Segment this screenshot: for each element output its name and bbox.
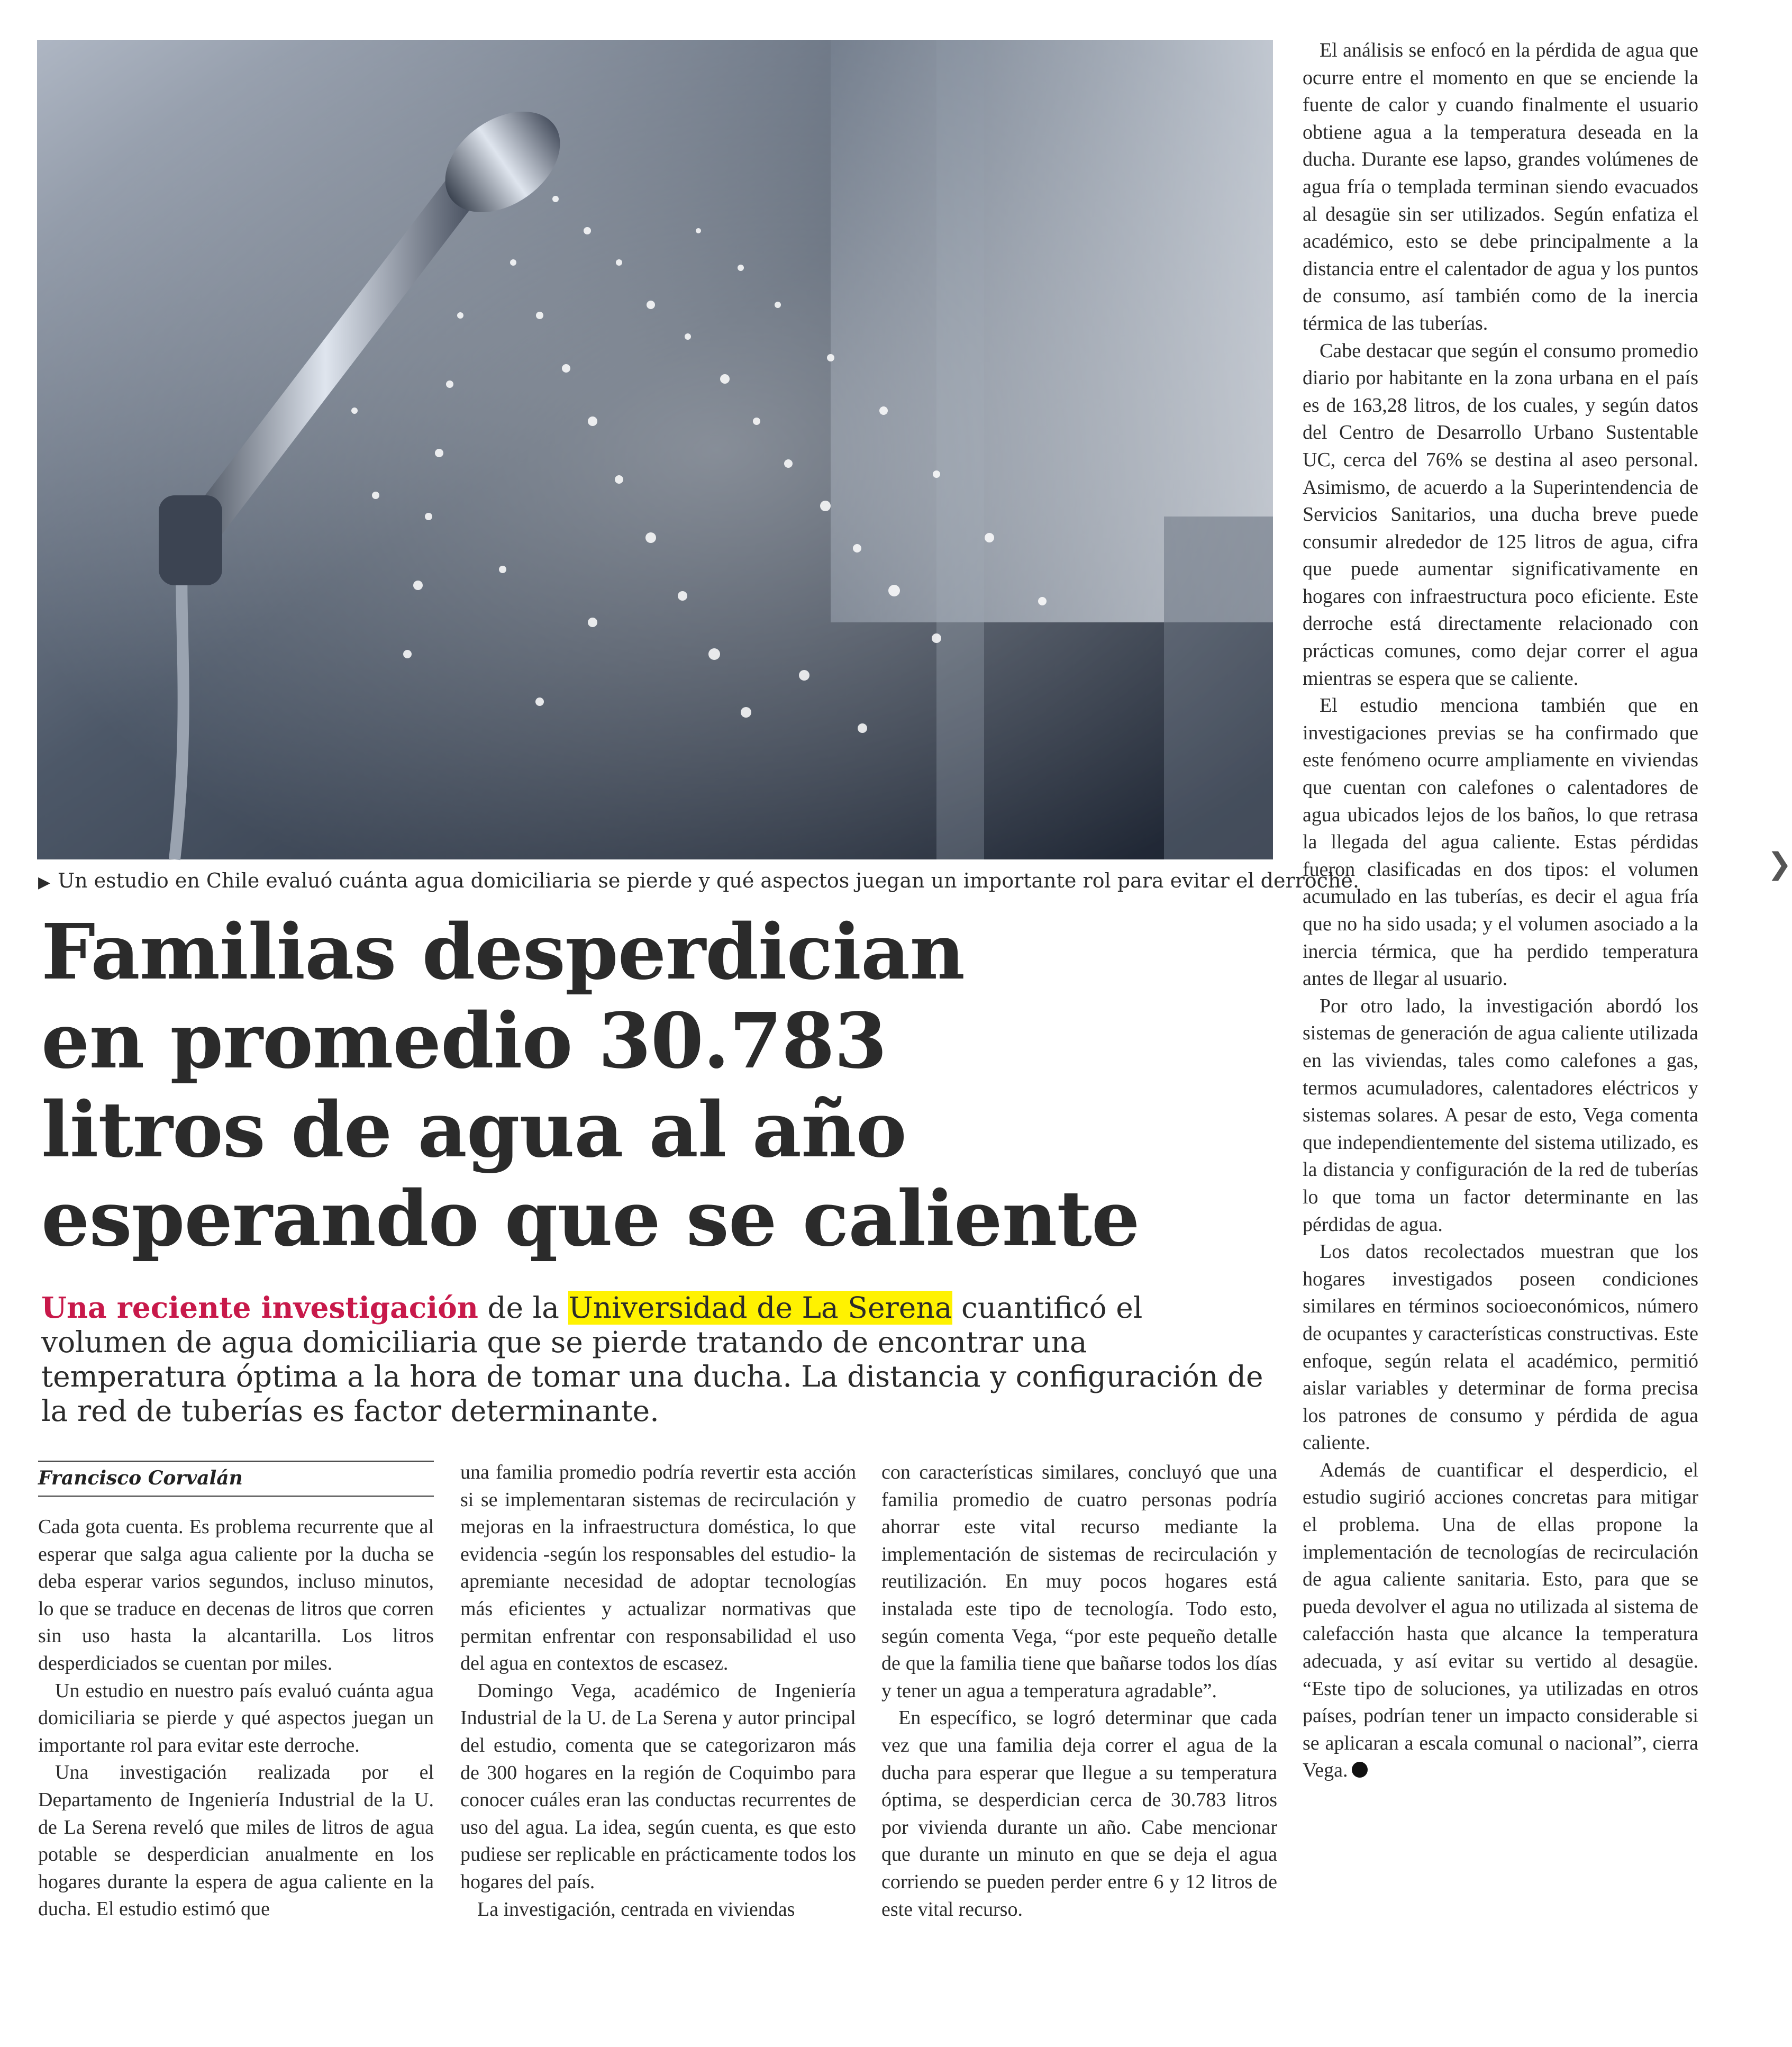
lede-text: de la <box>478 1291 569 1325</box>
shower-photo-image <box>37 40 1273 859</box>
body-paragraph: Cada gota cuenta. Es problema recurrente que al esperar que salga agua caliente por la ducha se deba esperar varios segundos, incluso minutos, lo que se traduce en decenas de litros que corren sin uso hasta la alcantarilla. Los litros desperdiciados se cuentan por miles. <box>38 1516 434 1674</box>
body-column-4 <box>1303 37 1698 1785</box>
end-of-article-dot-icon <box>1352 1762 1368 1778</box>
photo-caption: ▶ Un estudio en Chile evaluó cuánta agua domiciliaria se pierde y qué aspectos juegan un importante rol para evitar el derroche. <box>38 869 1359 892</box>
body-paragraph: Por otro lado, la investigación abordó los sistemas de generación de agua caliente utilizada en las viviendas, tales como calefones a gas, termos acumuladores, calentadores eléctricos y sistemas solares. A pesar de esto, Vega comenta que independientemente del sistema utilizado, es la distancia y configuración de la red de tuberías lo que toma un factor determinante en las pérdidas de agua. <box>1303 994 1698 1236</box>
body-paragraph: con características similares, concluyó que una familia promedio de cuatro personas podría ahorrar este vital recurso mediante la implementación de sistemas de recirculación y reutilización. En muy pocos hogares está instalada este tipo de tecnología. Todo esto, según comenta Vega, “por este pequeño detalle de que la familia tiene que bañarse todos los días y tener un agua a temperatura agradable”. <box>881 1461 1277 1702</box>
article-photo <box>37 40 1273 859</box>
body-column-1 <box>38 1514 434 1923</box>
next-page-chevron-right-icon[interactable]: ❯ <box>1767 847 1792 881</box>
caption-triangle-icon: ▶ <box>38 873 51 892</box>
body-paragraph: Cabe destacar que según el consumo promedio diario por habitante en la zona urbana en el país es de 163,28 litros, de los cuales, y según datos del Centro de Desarrollo Urbano Sustentable UC, cerca del 76% se destina al aseo personal. Asimismo, de acuerdo a la Superintendencia de Servicios Sanitarios, una ducha breve puede consumir alrededor de 125 litros de agua, cifra que puede aumentar significativamente en hogares con infraestructura poco eficiente. Este derroche está directamente relacionado con prácticas comunes, como dejar correr el agua mientras se espera que se caliente. <box>1303 339 1698 690</box>
body-paragraph: Un estudio en nuestro país evaluó cuánta agua domiciliaria se pierde y qué aspectos juegan un importante rol para evitar este derroche. <box>38 1679 434 1756</box>
body-paragraph: Domingo Vega, académico de Ingeniería Industrial de la U. de La Serena y autor principal del estudio, comenta que se categorizaron más de 300 hogares en la región de Coquimbo para conocer cuáles eran las conductas recurrentes de uso del agua. La idea, según cuenta, es que esto pudiese ser replicable en prácticamente todos los hogares del país. <box>460 1679 856 1893</box>
body-paragraph: La investigación, centrada en viviendas <box>477 1898 795 1921</box>
body-paragraph: El estudio menciona también que en investigaciones previas se ha confirmado que este fenómeno ocurre ampliamente en viviendas que cuentan con calefones o calentadores de agua ubicados lejos de los baños, lo que retrasa la llegada del agua caliente. Estas pérdidas fueron clasificadas en dos tipos: el volumen acumulado en las tuberías, es decir el agua fría que no ha sido usada; y el volumen asociado a la inercia térmica, que ha perdido temperatura antes de llegar al usuario. <box>1303 694 1698 990</box>
body-paragraph: El análisis se enfocó en la pérdida de agua que ocurre entre el momento en que se enciende la fuente de calor y cuando finalmente el usuario obtiene agua a la temperatura deseada en la ducha. Durante ese lapso, grandes volúmenes de agua fría o templada terminan siendo evacuados al desagüe sin ser utilizados. Según enfatiza el académico, esto se debe principalmente a la distancia entre el calentador de agua y los puntos de consumo, así también como de la inercia térmica de las tuberías. <box>1303 39 1698 334</box>
headline-line: litros de agua al año <box>41 1085 906 1174</box>
article-headline <box>41 908 1258 1263</box>
body-column-2 <box>460 1459 856 1923</box>
lede-text: cuantificó el volumen de agua domiciliaria que se pierde tratando de encontrar una temperatura óptima a la hora de tomar una ducha. La distancia y configuración de la red de tuberías es factor determinante. <box>41 1291 1263 1428</box>
body-paragraph <box>1303 1457 1698 1785</box>
body-paragraph: una familia promedio podría revertir esta acción si se implementaran sistemas de recirculación y mejoras en la infraestructura doméstica, lo que evidencia -según los responsables del estudio- la apremiante necesidad de adoptar tecnologías más eficientes y actualizar normativas que permitan enfrentar con responsabilidad el uso del agua en contextos de escasez. <box>460 1461 856 1675</box>
lede-marked-text: Universidad de La Serena <box>568 1291 952 1325</box>
headline-line: en promedio 30.783 <box>41 996 887 1085</box>
byline: Francisco Corvalán <box>38 1461 434 1497</box>
body-paragraph: Una investigación realizada por el Departamento de Ingeniería Industrial de la U. de La Serena reveló que miles de litros de agua potable se desperdician anualmente en los hogares durante la espera de agua caliente en la ducha. El estudio estimó que <box>38 1761 434 1921</box>
headline-line: esperando que se caliente <box>41 1174 1140 1263</box>
article-lede <box>41 1290 1274 1428</box>
body-paragraph: En específico, se logró determinar que cada vez que una familia deja correr el agua de la ducha para esperar que llegue a su temperatura óptima, se desperdician cerca de 30.783 litros por vivienda durante un año. Cabe mencionar que durante un minuto en que se deja el agua corriendo se pueden perder entre 6 y 12 litros de este vital recurso. <box>881 1707 1277 1921</box>
headline-line: Familias desperdician <box>41 907 965 997</box>
body-paragraph: Los datos recolectados muestran que los hogares investigados poseen condiciones similares en términos socioeconómicos, número de ocupantes y características constructivas. Este enfoque, según relata el académico, permitió aislar variables y determinar de forma precisa los patrones de consumo y pérdida de agua caliente. <box>1303 1240 1698 1454</box>
lede-highlight: Una reciente investigación <box>41 1290 478 1325</box>
closing-paragraph-text: Además de cuantificar el desperdicio, el estudio sugirió acciones concretas para mitigar el problema. Una de ellas propone la implementación de tecnologías de recirculación de agua caliente sanitaria. Esto, para que se pueda devolver el agua no utilizada al sistema de calefacción hasta que alcance la temperatura adecuada, y así evitar su vertido al desagüe. “Este tipo de soluciones, ya utilizadas en otros países, podrían tener un impacto considerable si se aplicaran a escala comunal o nacional”, cierra Vega. <box>1303 1459 1698 1782</box>
body-column-3 <box>881 1459 1277 1923</box>
